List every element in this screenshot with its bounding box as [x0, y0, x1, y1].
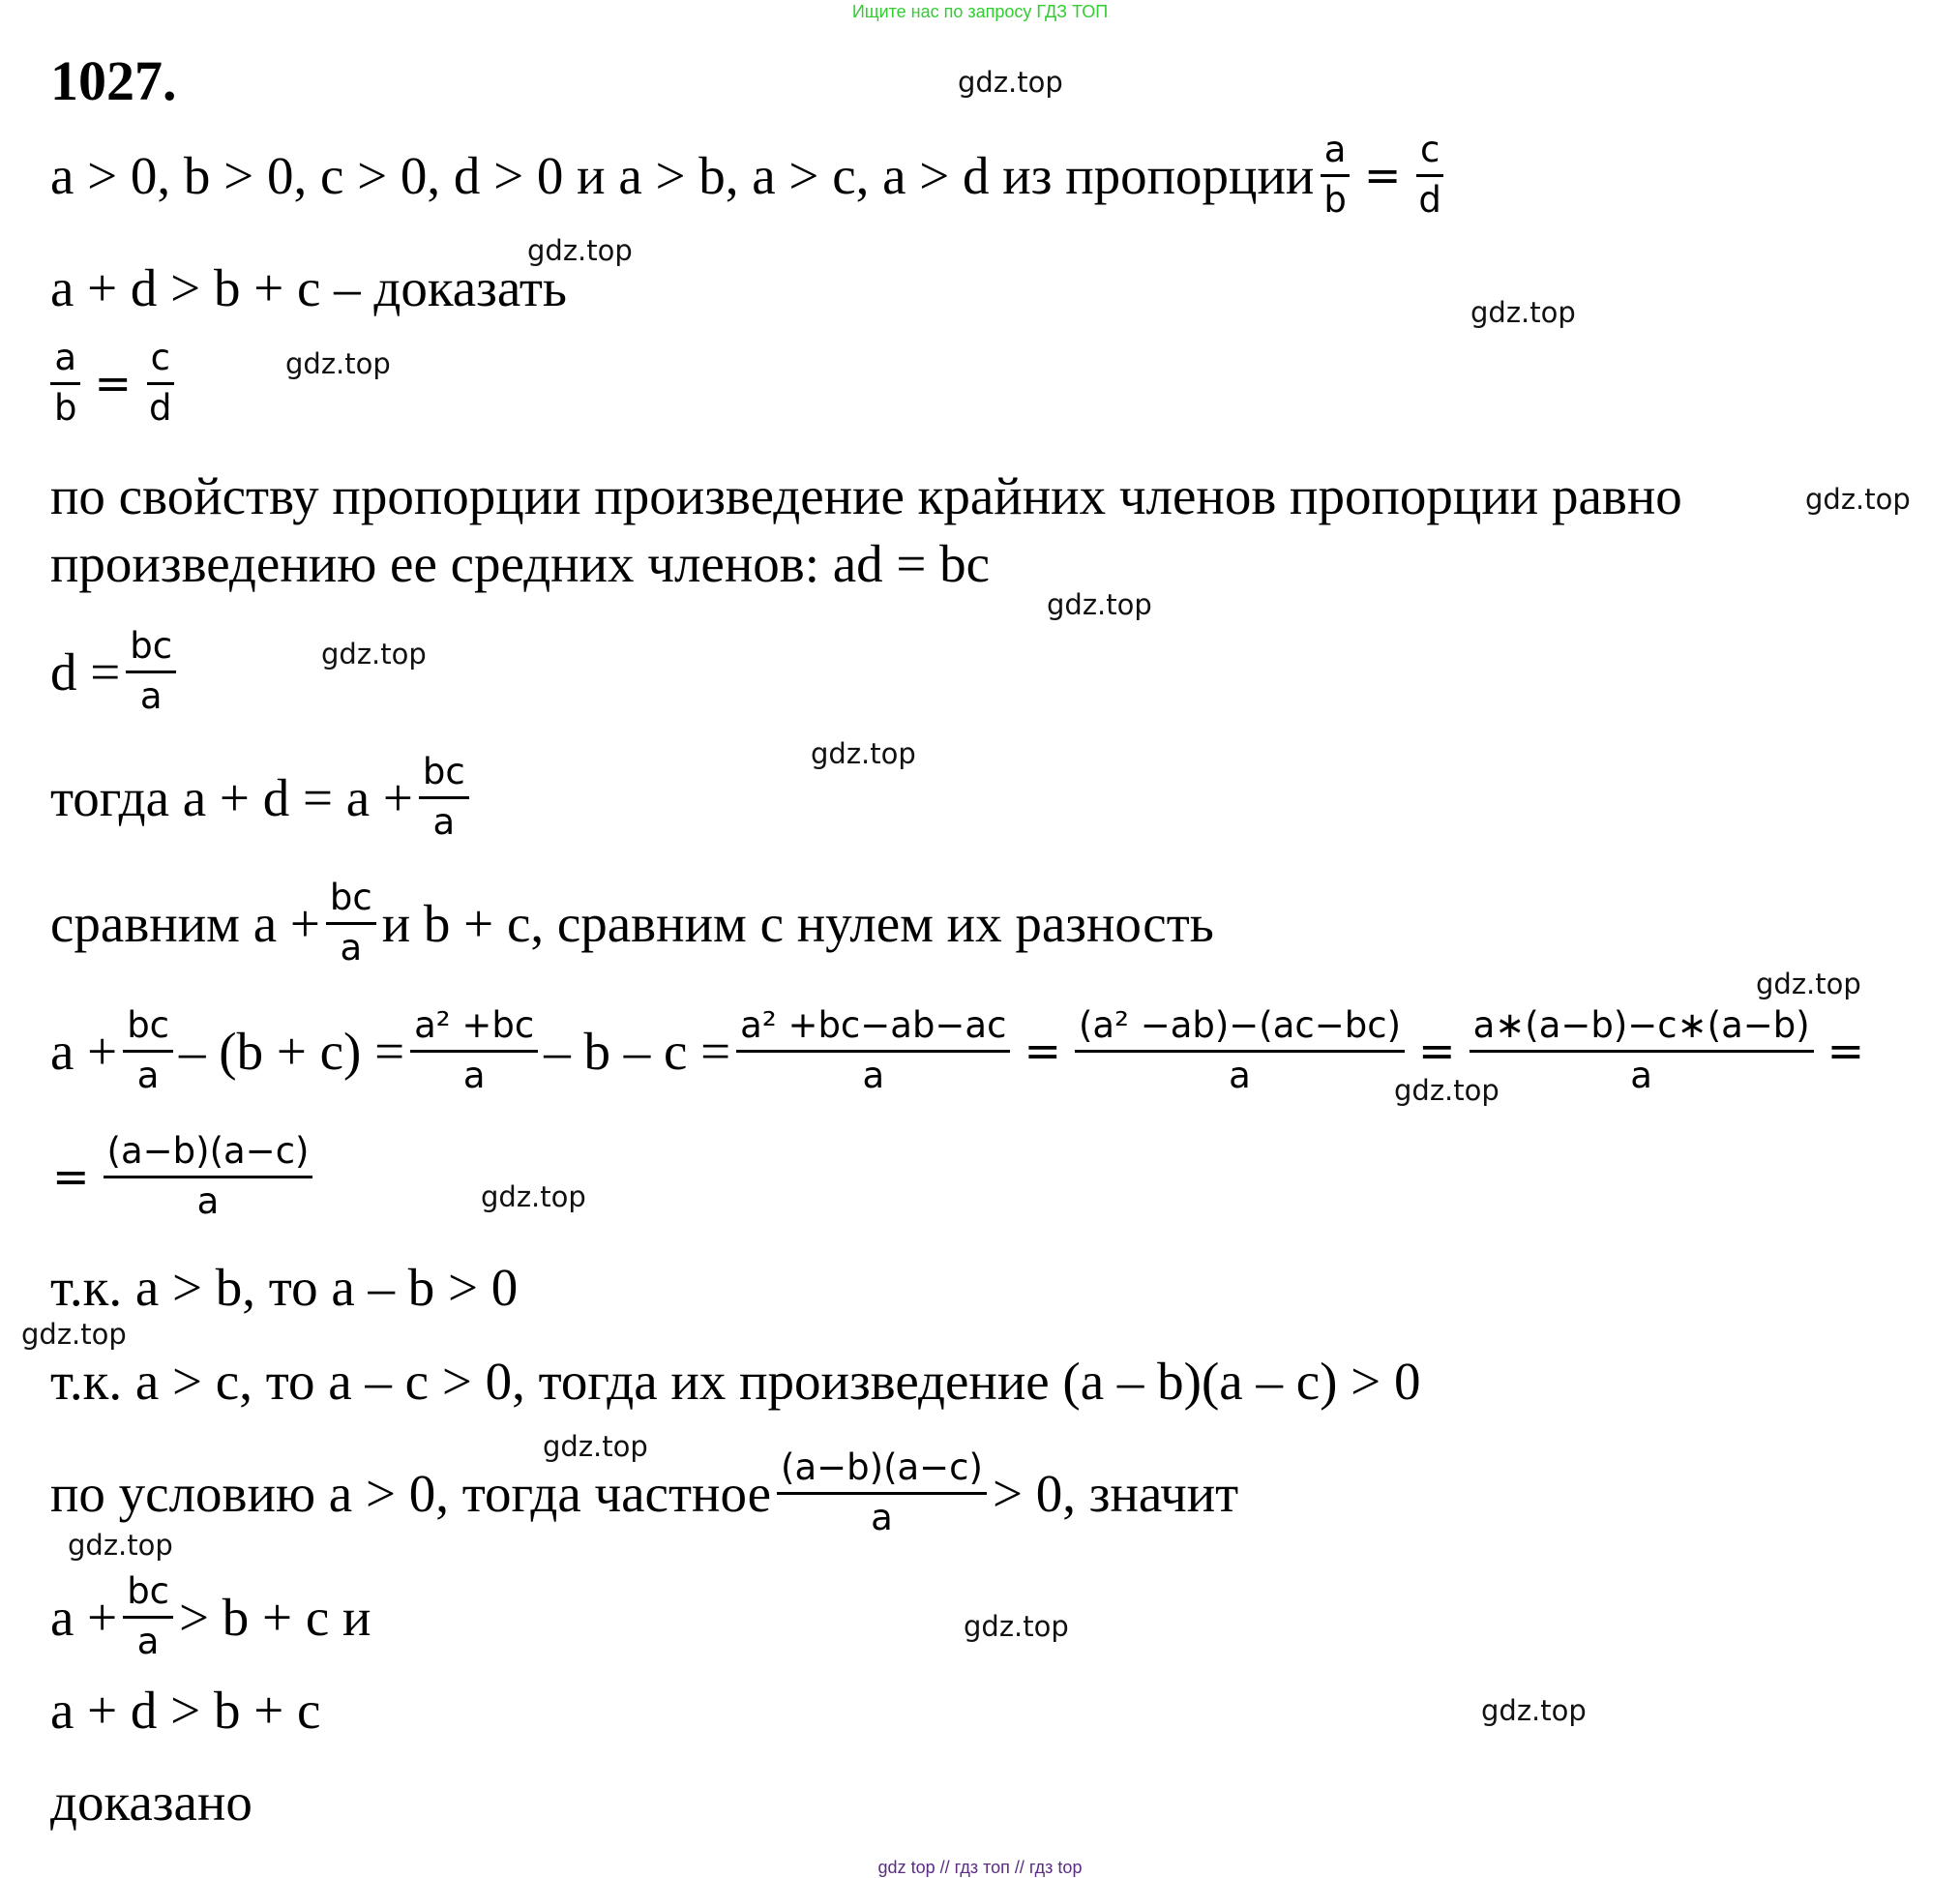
watermark: gdz.top [285, 347, 391, 380]
watermark: gdz.top [964, 1610, 1069, 1643]
expression-text: > 0, значит [992, 1463, 1239, 1523]
property-line-1 [50, 466, 1682, 525]
inequality-line [50, 1572, 371, 1661]
watermark: gdz.top [1805, 483, 1911, 516]
expression-text: a + [50, 1587, 118, 1647]
watermark: gdz.top [543, 1430, 648, 1463]
watermark: gdz.top [1756, 968, 1861, 1000]
fraction-a-over-b [1320, 131, 1351, 220]
denominator: a [136, 1620, 160, 1662]
numerator: a [1321, 131, 1351, 177]
to-prove-text: a + d > b + c – доказать [50, 258, 567, 317]
expression-text: a + [50, 1021, 118, 1081]
fraction-product-over-a [777, 1448, 987, 1537]
to-prove-line [50, 258, 567, 317]
equals-sign: = [1363, 149, 1402, 202]
denominator: b [1323, 178, 1347, 221]
property-text: произведению ее средних членов: ad = bc [50, 534, 991, 593]
expression-text: > b + c и [179, 1587, 371, 1647]
expression-text: тогда a + d = a + [50, 767, 413, 827]
watermark: gdz.top [527, 234, 633, 267]
proportion-line [45, 339, 182, 428]
numerator: bc [123, 1006, 173, 1053]
watermark: gdz.top [1481, 1694, 1587, 1727]
watermark: gdz.top [321, 638, 427, 671]
compare-line [50, 879, 1214, 968]
denominator: a [136, 1054, 160, 1096]
reason-text: т.к. a > c, то a – c > 0, тогда их произведение (a – b)(a – c) > 0 [50, 1352, 1421, 1411]
task-number: 1027. [50, 49, 177, 112]
numerator: a [50, 339, 80, 385]
expression-text: d = [50, 641, 121, 701]
watermark: gdz.top [68, 1529, 173, 1562]
conclusion-text: a + d > b + c [50, 1681, 321, 1740]
denominator: d [1418, 178, 1441, 221]
fraction-factored-terms [1470, 1006, 1814, 1095]
numerator: c [147, 339, 174, 385]
equals-sign: = [1418, 1025, 1456, 1078]
fraction-grouped [1075, 1006, 1405, 1095]
denominator: a [196, 1179, 220, 1222]
equals-sign: = [52, 1150, 90, 1204]
conclusion-line [50, 1681, 321, 1740]
fraction-c-over-d [145, 339, 176, 428]
fraction-product-over-a [104, 1132, 313, 1221]
numerator: a∗(a−b)−c∗(a−b) [1470, 1006, 1814, 1053]
watermark: gdz.top [21, 1318, 127, 1351]
denominator: d [149, 386, 172, 429]
denominator: a [871, 1496, 893, 1538]
fraction-bc-over-a [123, 1006, 173, 1095]
numerator: (a−b)(a−c) [777, 1448, 987, 1495]
condition-text: a > 0, b > 0, c > 0, d > 0 и a > b, a > c, a > d из пропорции [50, 145, 1315, 205]
watermark: gdz.top [1394, 1074, 1500, 1107]
fraction-bc-over-a [126, 627, 176, 716]
expression-text: по условию a > 0, тогда частное [50, 1463, 772, 1523]
reason-line-1 [50, 1258, 519, 1317]
denominator: a [1630, 1054, 1652, 1096]
expression-text: – b – c = [544, 1021, 731, 1081]
expression-text: – (b + c) = [179, 1021, 405, 1081]
numerator: a² +bc−ab−ac [736, 1006, 1010, 1053]
numerator: bc [419, 753, 469, 799]
expression-text: и b + c, сравним с нулем их разность [381, 893, 1214, 953]
numerator: (a² −ab)−(ac−bc) [1075, 1006, 1405, 1053]
d-expression-line [50, 627, 182, 716]
watermark: gdz.top [811, 737, 916, 770]
sum-expression-line [50, 753, 475, 842]
numerator: c [1416, 131, 1443, 177]
denominator: a [862, 1054, 885, 1096]
numerator: (a−b)(a−c) [104, 1132, 313, 1178]
watermark: gdz.top [1047, 588, 1152, 621]
fraction-bc-over-a [123, 1572, 173, 1661]
difference-chain-line [50, 1006, 1872, 1095]
fraction-c-over-d [1414, 131, 1445, 220]
numerator: a² +bc [410, 1006, 538, 1053]
footer-links[interactable]: gdz top // гдз топ // гдз top [877, 1858, 1083, 1877]
fraction-a-over-b [50, 339, 81, 428]
denominator: a [432, 800, 456, 843]
fraction-expanded [736, 1006, 1010, 1095]
factored-result-line [45, 1132, 318, 1221]
numerator: bc [126, 627, 176, 673]
denominator: a [1229, 1054, 1251, 1096]
proved-line [50, 1773, 252, 1832]
equals-sign: = [1826, 1025, 1865, 1078]
property-text: по свойству пропорции произведение крайних членов пропорции равно [50, 466, 1682, 525]
fraction-a2-plus-bc [410, 1006, 538, 1095]
fraction-bc-over-a [419, 753, 469, 842]
watermark: gdz.top [1470, 296, 1576, 329]
equals-sign: = [94, 357, 133, 410]
denominator: b [54, 386, 77, 429]
denominator: a [340, 926, 363, 969]
reason-text: т.к. a > b, то a – b > 0 [50, 1258, 519, 1317]
expression-text: сравним a + [50, 893, 320, 953]
denominator: a [462, 1054, 486, 1096]
fraction-bc-over-a [326, 879, 376, 968]
search-promo-link[interactable]: Ищите нас по запросу ГДЗ ТОП [851, 2, 1109, 21]
watermark: gdz.top [481, 1180, 586, 1213]
proved-text: доказано [50, 1773, 252, 1832]
numerator: bc [326, 879, 376, 925]
numerator: bc [123, 1572, 173, 1619]
watermark: gdz.top [958, 66, 1063, 99]
property-line-2 [50, 534, 991, 593]
equals-sign: = [1024, 1025, 1061, 1078]
denominator: a [139, 674, 163, 717]
reason-line-2 [50, 1352, 1421, 1411]
condition-line [50, 131, 1451, 220]
